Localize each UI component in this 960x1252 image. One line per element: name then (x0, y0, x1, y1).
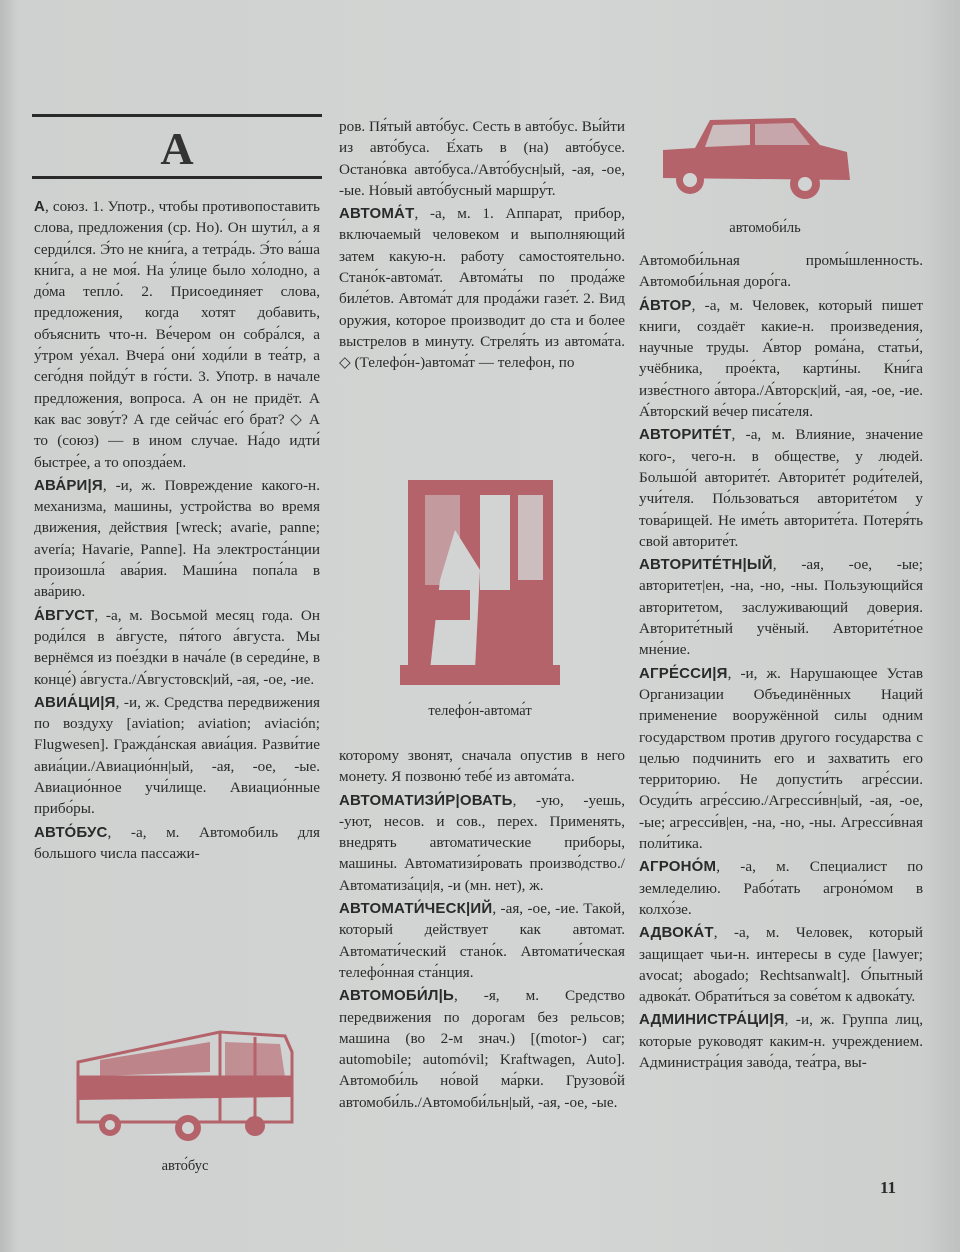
column-2-continued (339, 745, 625, 1115)
entry (639, 1009, 923, 1073)
bus-icon (70, 1022, 300, 1142)
headword: АГРОНО́М (639, 858, 717, 876)
entry (639, 424, 923, 552)
headword: АГРЕ́ССИ|Я (639, 664, 728, 682)
definition: , -а, м. Человек, который пишет книги, создаёт какие-н. произведения, научные труды. А́втор рома́на, статьи́, учёбника, прое́кта, карти́ны. Кни́га изве́стного а́втора./А́вторск|ий, -ая, -ое, -ие. А́вторский ве́чер писа́теля. (639, 296, 923, 421)
definition: , -ая, -ое, -ые; авторитет|ен, -на, -но, -ны. Пользующийся авторитетом, заслуживающий доверия. Авторите́тный учёный. Авторите́тное мне́ние. (639, 556, 923, 659)
entry (639, 856, 923, 920)
entry (639, 250, 923, 293)
car-icon (655, 110, 855, 205)
section-header (32, 114, 322, 180)
headword: АВТОМАТИЗИ́Р|ОВАТЬ (339, 791, 513, 809)
car-caption: автомоби́ль (729, 220, 801, 236)
definition: ров. Пя́тый авто́бус. Сесть в авто́бус. Вы́йти из авто́буса. Е́хать в (на) авто́бусе. Остано́вка авто́буса./Авто́бусн|ый, -ая, -ое, -ые. Но́вый авто́бусный маршру́т. (339, 118, 625, 199)
headword: А́ВГУСТ (34, 606, 95, 624)
phone-caption: телефо́н-автома́т (428, 703, 532, 719)
header-rule-top (32, 114, 322, 117)
definition: , -а, м. Человек, который защищает чьи-н. интересы в суде [lawyer; avocat; abogado; Rechtsanwalt]. О́пытный адвока́т. Обрати́ться за сове́том к адвока́ту. (639, 924, 923, 1006)
entry (339, 985, 625, 1113)
column-3 (639, 250, 923, 1075)
entry (339, 745, 625, 788)
phone-booth-illustration (400, 470, 560, 690)
definition: , -а, м. Специалист по земледелию. Рабо́тать агроно́мом в колхо́зе. (639, 858, 923, 918)
phone-booth-icon (400, 470, 560, 690)
headword: АДВОКА́Т (639, 924, 714, 942)
entry (339, 898, 625, 983)
headword: АДМИНИСТРА́ЦИ|Я (639, 1011, 785, 1029)
section-letter: А (160, 123, 194, 174)
definition: которому звонят, сначала опустив в него монету. Я позвоню́ тебе́ из автома́та. (339, 747, 625, 786)
definition: , -и, ж. Группа лиц, которые руководят каким-н. учреждением. Администра́ция заво́да, теа́тра, вы- (639, 1011, 923, 1071)
entry (34, 196, 320, 473)
headword: АВТОМАТИ́ЧЕСК|ИЙ (339, 900, 493, 918)
definition: , -ую, -уешь, -уют, несов. и сов., перех. Применять, внедрять автоматические приборы, машины. Автоматизи́ровать произво́дство./Автоматиза́ци|я, -и (мн. нет), ж. (339, 791, 625, 894)
headword: АВТОРИТЕ́Т (639, 426, 732, 444)
entry (339, 116, 625, 201)
column-1 (34, 196, 320, 866)
entry (34, 822, 320, 865)
entry (639, 554, 923, 660)
headword: АВТОМОБИ́Л|Ь (339, 987, 454, 1005)
definition: , -и, ж. Средства передвижения по воздуху [aviation; aviation; aviación; Flugwesen]. Гражда́нская авиа́ция. Разви́тие авиа́ции./Авиацио́нн|ый, -ая, -ое, -ые. Авиацио́нное учи́лище. Авиацио́нные прибо́ры. (34, 693, 320, 818)
definition: Автомоби́льная промы́шленность. Автомоби́льная доро́га. (639, 252, 923, 291)
definition: , -а, м. 1. Аппарат, прибор, включаемый человеком и выполняющий затем какую-н. работу самостоятельно. Стано́к-автома́т. Автома́ты по прода́же биле́тов. Автома́т для прода́жи газе́т. 2. Вид оружия, которое производит до ста и более выстрелов в минуту. Стреля́ть из автома́та. ◇ (Телефо́н-)автома́т — телефон, по (339, 205, 625, 372)
entry (34, 605, 320, 690)
entry (339, 790, 625, 896)
bus-caption: авто́бус (161, 1158, 209, 1174)
definition: , -и, ж. Нарушающее Устав Организации Объединённых Наций применение вооружённой силы одним государством против другого государства с целью подчинить его и захватить его территорию. Не допусти́ть агре́ссии. Осуди́ть агре́ссию./Агресси́вн|ый, -ая, -ое, -ые; агресси́в|ен, -на, -но, -ны. Агресси́вная поли́тика. (639, 664, 923, 853)
headword: АВТОМА́Т (339, 205, 415, 223)
entry (639, 295, 923, 423)
headword: А́ВТОР (639, 296, 692, 314)
entry (639, 922, 923, 1007)
definition: , -а, м. Автомобиль для большого числа пассажи- (34, 823, 320, 862)
definition: , -я, м. Средство передвижения по дорогам без рельсов; машина (во 2-м знач.) [(motor-) car; automobile; automóvil; Kraftwagen, Auto]. Автомоби́ль но́вой ма́рки. Грузово́й автомоби́ль./Автомоби́льн|ый, -ая, -ое, -ые. (339, 987, 625, 1111)
entry (34, 692, 320, 820)
definition: , -а, м. Восьмой месяц года. Он роди́лся в а́вгусте, пя́того а́вгуста. Мы вернёмся из пое́здки в нача́ле (в середи́не, в конце́) а́вгуста./А́вгустовск|ий, -ая, -ое, -ие. (34, 606, 320, 688)
headword: АВТО́БУС (34, 823, 108, 841)
headword: А (34, 198, 46, 215)
header-rule-bottom (32, 176, 322, 179)
headword: АВА́РИ|Я (34, 476, 103, 494)
entry (339, 203, 625, 373)
definition: , -а, м. Влияние, значение кого-, чего-н. в обществе, у людей. Большо́й авторите́т. Авторите́т роди́телей, учи́теля. По́льзоваться авторите́том у това́рищей. Не име́ть авторите́та. Потеря́ть свой авторите́т. (639, 426, 923, 550)
car-illustration (655, 110, 855, 205)
headword: АВИА́ЦИ|Я (34, 693, 116, 711)
entry (34, 475, 320, 603)
bus-illustration (70, 1022, 300, 1142)
definition: , -и, ж. Повреждение какого-н. механизма, машины, устройства во время движения, действия [wreck; avarie, panne; avería; Havarie, Panne]. На электроста́нции произошла́ ава́рия. Маши́на попа́ла в ава́рию. (34, 476, 320, 601)
definition: , -ая, -ое, -ие. Такой, который действует как автомат. Автомати́ческий стано́к. Автомати́ческая телефо́нная ста́нция. (339, 900, 625, 981)
entry (639, 663, 923, 855)
column-2 (339, 116, 625, 376)
definition: , союз. 1. Употр., чтобы противопоставить слова, предложения (ср. Но). Он шути́л, а я серди́лся. Э́то не кни́га, а тетра́дь. Э́то ва́ша кни́га, а не моя́. На у́лице было хо́лодно, а до́ма тепло́. 2. Присоединяет слова, предложения, когда хотят добавить, объяснить что-н. Ве́чером он собра́лся, а у́тром уе́хал. Вчера́ они́ ходи́ли в теа́тр, а сего́дня пойду́т в го́сти. 3. Употр. в начале предложения, вопроса. А он не придёт. А как вас зову́т? А где сейча́с его́ брат? ◇ А то (союз) — в ином случае. На́до идти́ быстре́е, а то опозда́ем. (34, 198, 320, 471)
headword: АВТОРИТЕ́ТН|ЫЙ (639, 556, 773, 574)
page-number: 11 (880, 1178, 897, 1197)
